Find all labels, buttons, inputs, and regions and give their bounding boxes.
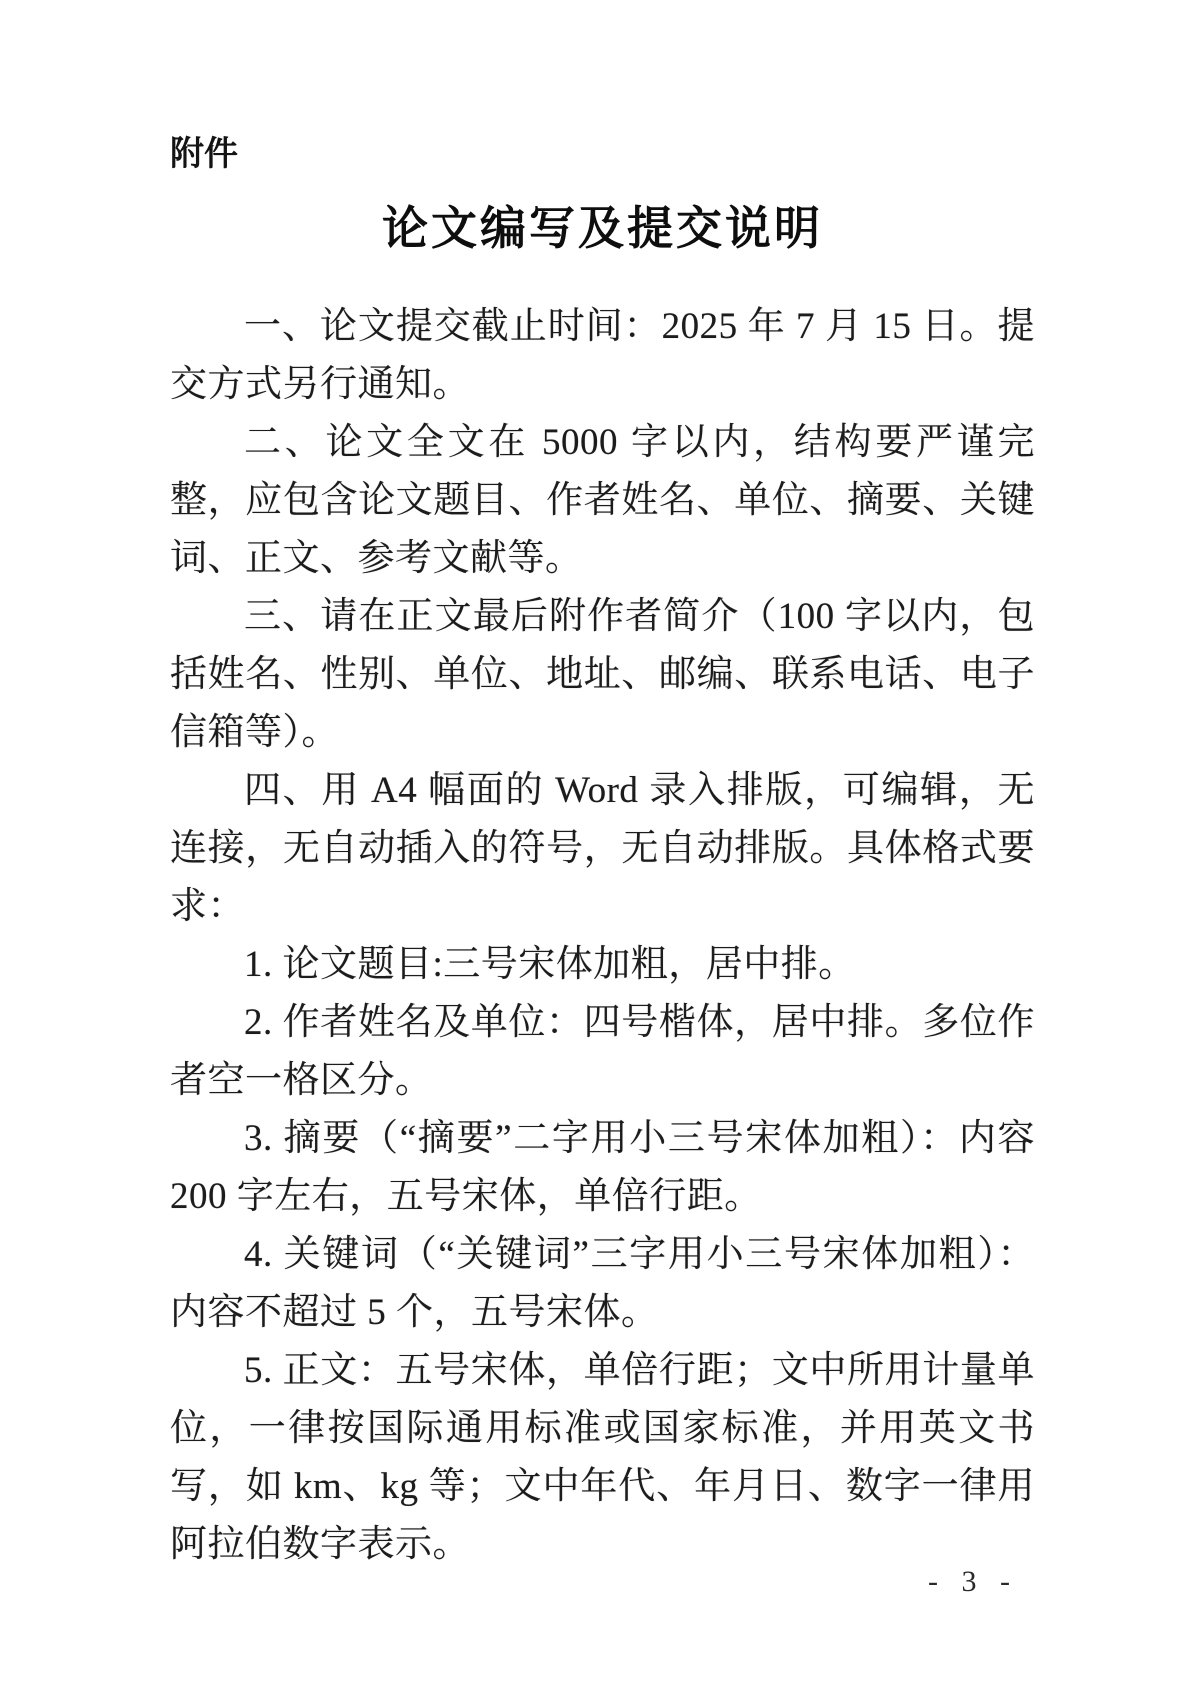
format-item-5-main-text: 5. 正文：五号宋体，单倍行距；文中所用计量单位，一律按国际通用标准或国家标准，并用英文书写，如 km、kg 等；文中年代、年月日、数字一律用阿拉伯数字表示。 bbox=[170, 1350, 1035, 1566]
paragraph-4-word-format: 四、用 A4 幅面的 Word 录入排版，可编辑，无连接，无自动插入的符号，无自动排版。具体格式要求： bbox=[170, 770, 1035, 928]
format-item-2-author: 2. 作者姓名及单位：四号楷体，居中排。多位作者空一格区分。 bbox=[170, 1002, 1035, 1102]
page-number: - 3 - bbox=[928, 1565, 1018, 1598]
format-item-4-keywords: 4. 关键词（“关键词”三字用小三号宋体加粗）：内容不超过 5 个，五号宋体。 bbox=[170, 1234, 1035, 1334]
paragraph-3-author-bio: 三、请在正文最后附作者简介（100 字以内，包括姓名、性别、单位、地址、邮编、联系电话、电子信箱等）。 bbox=[170, 596, 1035, 754]
document-body bbox=[170, 298, 1035, 1574]
paragraph-1-deadline: 一、论文提交截止时间：2025 年 7 月 15 日。提交方式另行通知。 bbox=[170, 306, 1035, 406]
format-item-3-abstract: 3. 摘要（“摘要”二字用小三号宋体加粗）：内容 200 字左右，五号宋体，单倍行距。 bbox=[170, 1118, 1035, 1218]
attachment-label: 附件 bbox=[170, 135, 238, 173]
format-item-1-title: 1. 论文题目:三号宋体加粗，居中排。 bbox=[244, 944, 856, 986]
paragraph-2-length: 二、论文全文在 5000 字以内，结构要严谨完整，应包含论文题目、作者姓名、单位、摘要、关键词、正文、参考文献等。 bbox=[170, 422, 1035, 580]
document-title: 论文编写及提交说明 bbox=[382, 203, 823, 255]
